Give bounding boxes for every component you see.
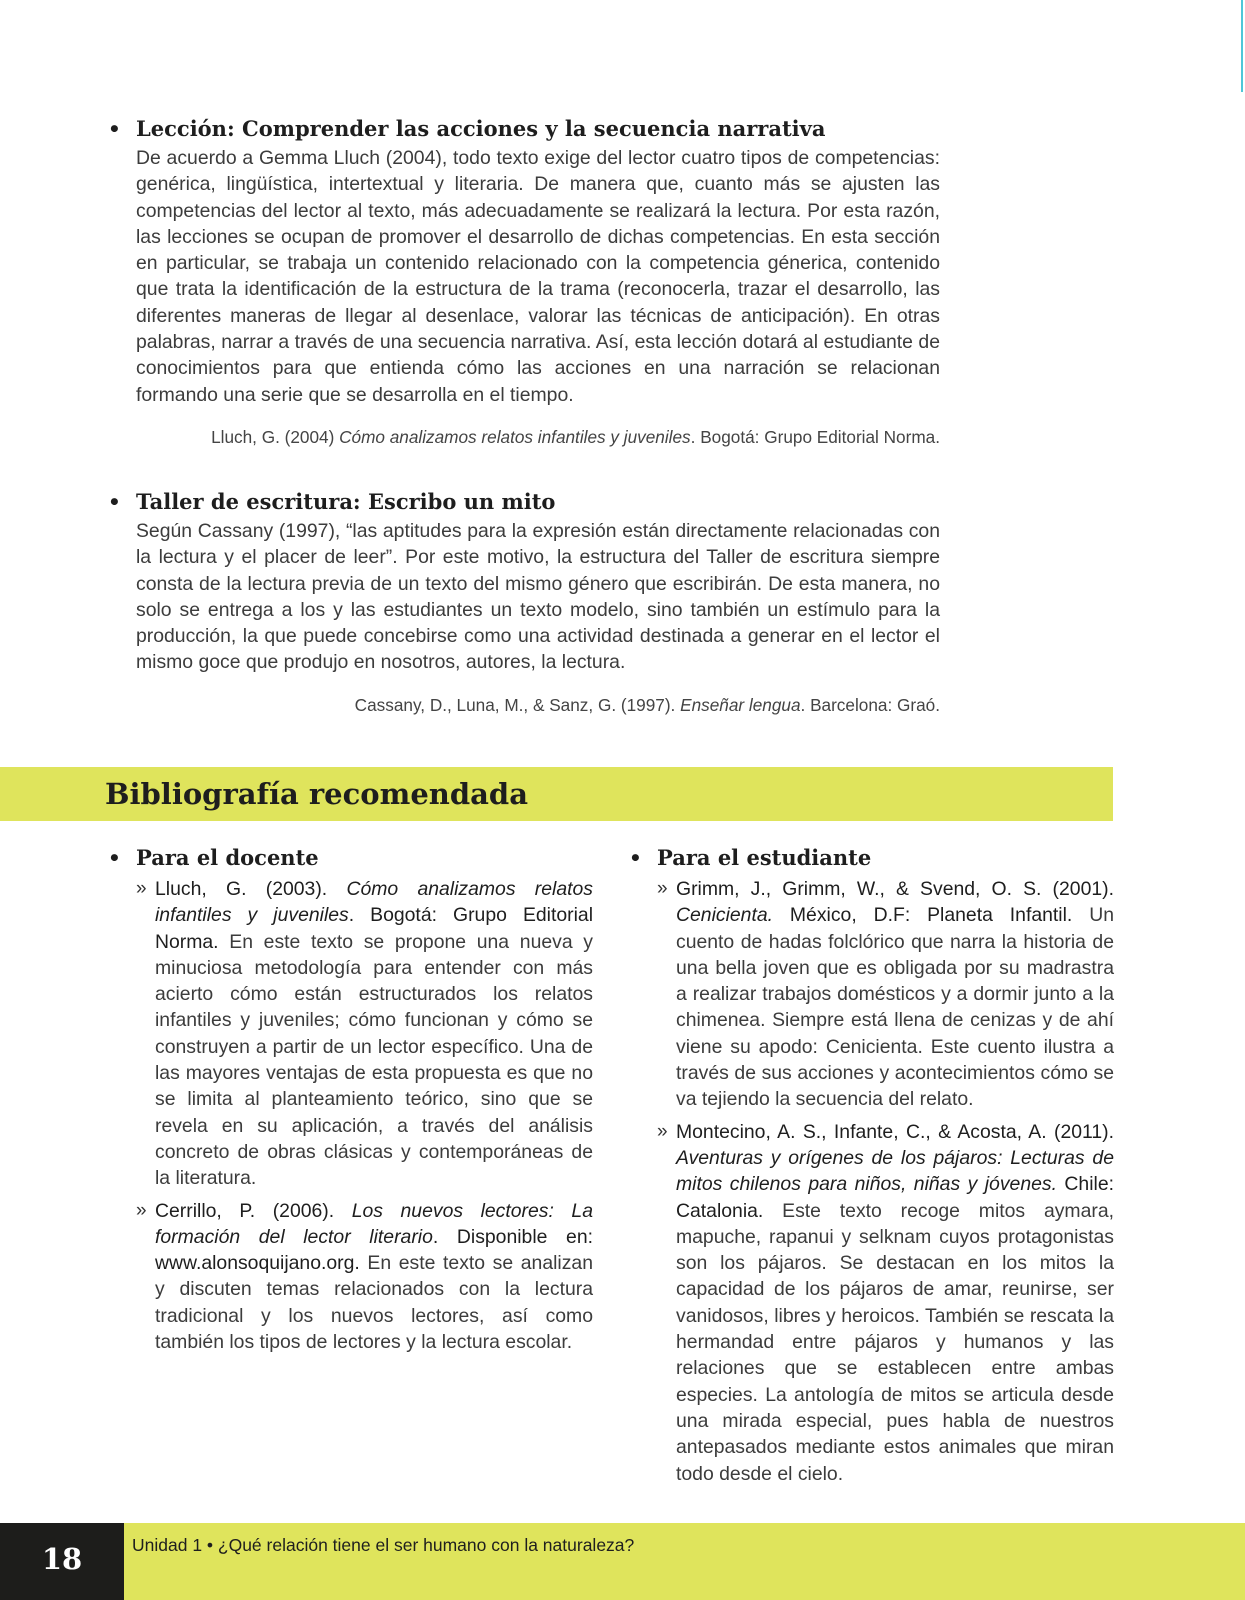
citation-post: . Barcelona: Graó.	[800, 694, 940, 715]
entry-reference	[676, 878, 1114, 926]
section-title	[108, 115, 940, 143]
entry-description: En este texto se analizan y discuten temas relacionados con la lectura tradicional y los nuevos lectores, así como también los tipos de lectores y la lectura escolar.	[155, 1252, 593, 1354]
page-number: 18	[0, 1523, 124, 1600]
unit-title: Unidad 1 • ¿Qué relación tiene el ser humano con la naturaleza?	[132, 1535, 635, 1555]
ref-publisher: Chile: Catalonia.	[676, 1173, 1115, 1222]
citation-title: Enseñar lengua	[680, 694, 801, 715]
footer-band	[124, 1523, 1245, 1600]
bibliography-entry	[136, 1198, 593, 1356]
bibliography-entry	[136, 876, 593, 1192]
bibliography-entry	[657, 1119, 1114, 1487]
column-title-text: Para el docente	[136, 845, 319, 870]
citation	[136, 425, 940, 449]
entry-text	[676, 876, 1114, 1113]
arrow-icon: »	[136, 1199, 147, 1221]
bullet-icon: •	[108, 846, 121, 870]
estudiante-column	[629, 844, 1114, 1493]
section-title-text: Lección: Comprender las acciones y la secuencia narrativa	[136, 116, 826, 141]
citation-title: Cómo analizamos relatos infantiles y juveniles	[339, 426, 691, 447]
entry-text	[676, 1119, 1114, 1487]
section-title-text: Taller de escritura: Escribo un mito	[136, 489, 556, 514]
section-body: Según Cassany (1997), “las aptitudes para la expresión están directamente relacionadas con la lectura y el placer de leer”. Por este motivo, la estructura del Taller de escritura siempre consta de la lectura previa de un texto del mismo género que escribirán. De esta manera, no solo se entrega a los y las estudiantes un texto modelo, sino también un estímulo para la producción, la que puede concebirse como una actividad destinada a generar en el lector el mismo goce que produjo en nosotros, autores, la lectura.	[136, 520, 940, 674]
ref-title: Los nuevos lectores: La formación del lector literario	[155, 1199, 593, 1248]
entry-description: En este texto se propone una nueva y minuciosa metodología para entender con más acierto cómo están estructurados los relatos infantiles y juveniles; cómo funcionan y cómo se construyen a partir de un lector específico. Una de las mayores ventajas de esta propuesta es que no se limita al planteamiento teórico, sino que se revela en su aplicación, a través del análisis concreto de obras clásicas y contemporáneas de la literatura.	[155, 930, 593, 1190]
ref-publisher: . Disponible en: www.alonsoquijano.org.	[155, 1225, 593, 1275]
arrow-icon: »	[136, 878, 147, 899]
page-edge-line	[1241, 0, 1243, 92]
ref-authors: Cerrillo, P. (2006).	[155, 1199, 352, 1222]
citation-post: . Bogotá: Grupo Editorial Norma.	[690, 426, 940, 447]
section-leccion	[108, 115, 940, 449]
ref-authors: Montecino, A. S., Infante, C., & Acosta, A. (2011).	[676, 1120, 1114, 1143]
bibliography-heading: Bibliografía recomendada	[105, 777, 528, 811]
arrow-icon: »	[657, 878, 668, 899]
column-title-text: Para el estudiante	[657, 845, 872, 870]
citation	[136, 693, 940, 717]
entry-text	[155, 876, 593, 1192]
ref-publisher: . Bogotá: Grupo Editorial Norma.	[155, 904, 593, 953]
ref-title: Cómo analizamos relatos infantiles y juveniles	[155, 878, 593, 927]
ref-authors: Lluch, G. (2003).	[155, 878, 347, 900]
citation-pre: Cassany, D., Luna, M., & Sanz, G. (1997).	[354, 694, 681, 715]
ref-title: Cenicienta.	[676, 904, 774, 927]
citation-pre: Lluch, G. (2004)	[211, 426, 340, 447]
column-title	[108, 844, 593, 872]
entry-text	[155, 1198, 593, 1356]
arrow-icon: »	[657, 1120, 668, 1142]
ref-authors: Grimm, J., Grimm, W., & Svend, O. S. (2001).	[676, 878, 1114, 900]
column-title	[629, 844, 1114, 872]
entry-description: Este texto recoge mitos aymara, mapuche, rapanui y selknam cuyos protagonistas son los pájaros. Se destacan en los mitos la capacidad de los pájaros de amar, reunirse, ser vanidosos, libres y heroicos. También se rescata la hermandad entre pájaros y humanos y las relaciones que se establecen entre ambas especies. La antología de mitos se articula desde una mirada especial, pues habla de nuestros antepasados mediante estos animales que miran todo desde el cielo.	[676, 1199, 1114, 1485]
section-title	[108, 488, 940, 516]
section-taller	[108, 488, 940, 717]
bullet-icon: •	[108, 490, 121, 514]
bibliography-banner	[0, 767, 1113, 821]
entry-description: Un cuento de hadas folclórico que narra la historia de una bella joven que es obligada por su madrastra a realizar trabajos domésticos y a dormir junto a la chimenea. Siempre está llena de cenizas y de ahí viene su apodo: Cenicienta. Este cuento ilustra a través de sus acciones y acontecimientos cómo se va tejiendo la secuencia del relato.	[676, 904, 1114, 1111]
ref-publisher: México, D.F: Planeta Infantil.	[773, 904, 1073, 927]
bibliography-entry	[657, 876, 1114, 1113]
section-body: De acuerdo a Gemma Lluch (2004), todo texto exige del lector cuatro tipos de competencias: genérica, lingüística, intertextual y literaria. De manera que, cuanto más se ajusten las competencias del lector al texto, más adecuadamente se realizará la lectura. Por esta razón, las lecciones se ocupan de promover el desarrollo de dichas competencias. En esta sección en particular, se trabaja un contenido relacionado con la competencia génerica, contenido que trata la identificación de la estructura de la trama (reconocerla, trazar el desarrollo, las diferentes maneras de llegar al desenlace, valorar las técnicas de anticipación). En otras palabras, narrar a través de una secuencia narrativa. Así, esta lección dotará al estudiante de conocimientos para que entienda cómo las acciones en una narración se relacionan formando una serie que se desarrolla en el tiempo.	[136, 147, 940, 406]
ref-title: Aventuras y orígenes de los pájaros: Lecturas de mitos chilenos para niños, niñas y jóvenes.	[676, 1146, 1114, 1196]
docente-column	[108, 844, 593, 1361]
bullet-icon: •	[629, 846, 642, 870]
bullet-icon: •	[108, 117, 121, 141]
